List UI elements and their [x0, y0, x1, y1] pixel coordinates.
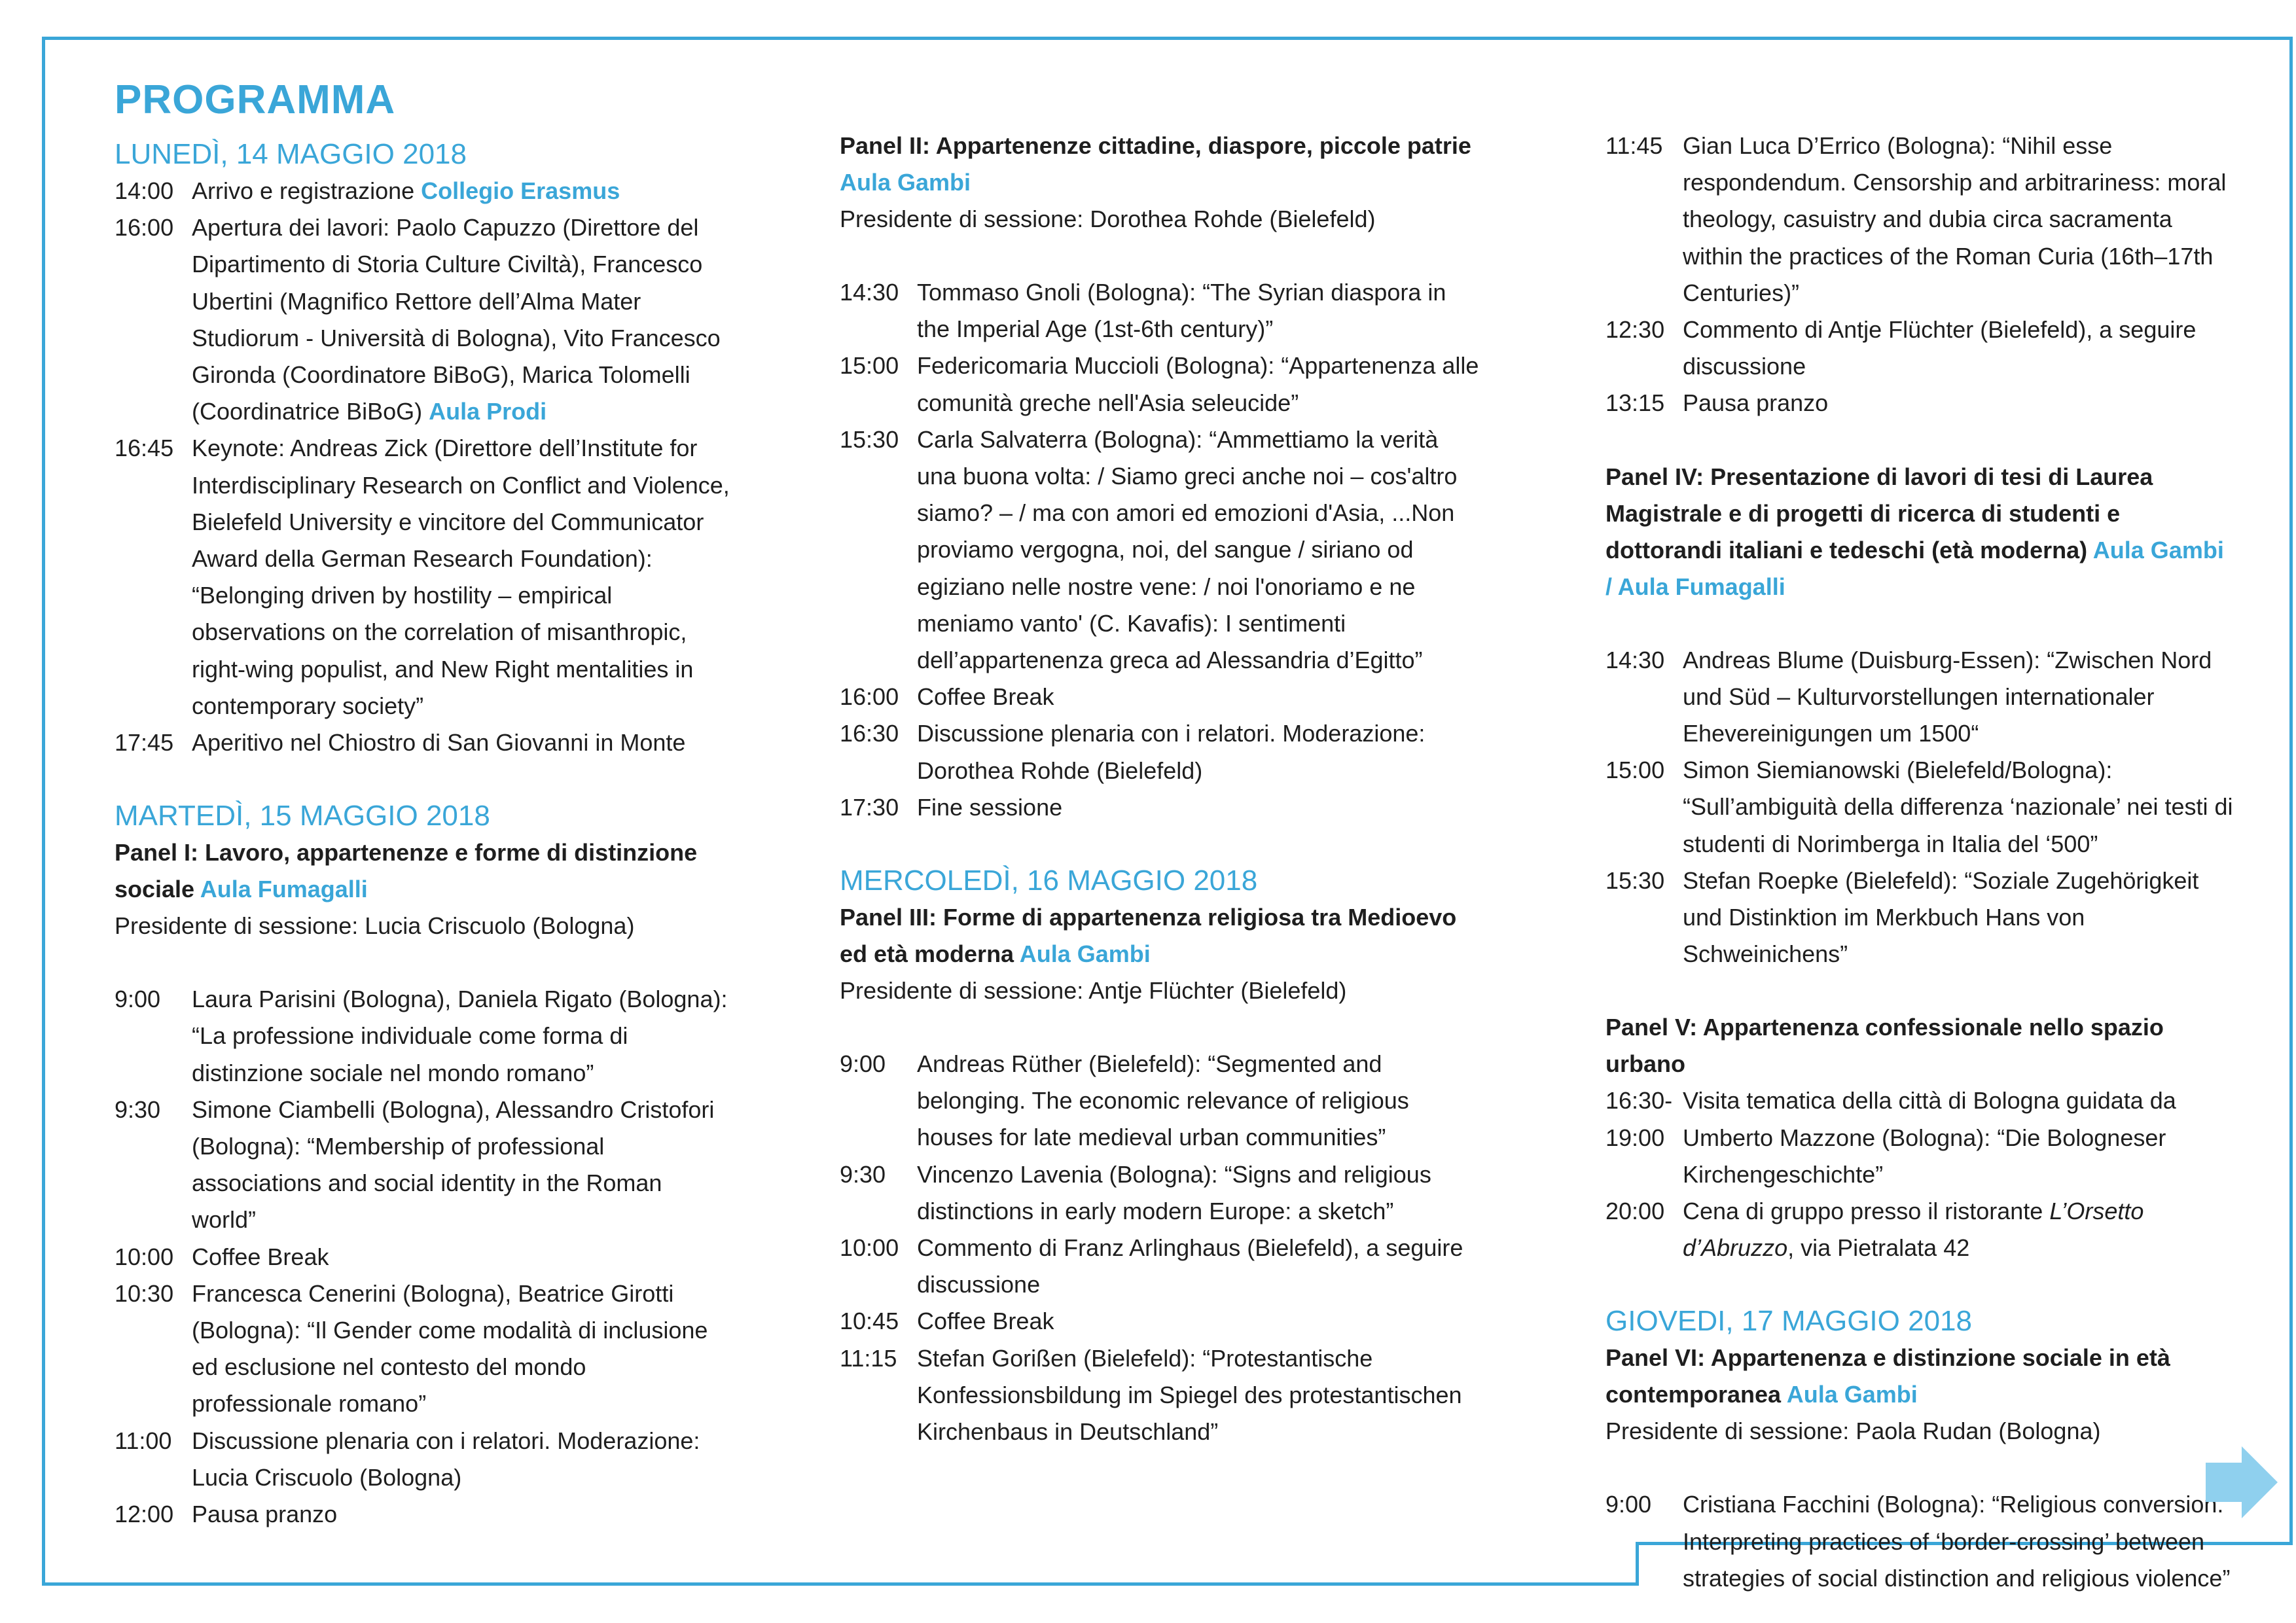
schedule-row: [1605, 1082, 2234, 1193]
time: 11:00: [115, 1427, 172, 1454]
day-heading-thursday: GIOVEDI, 17 MAGGIO 2018: [1605, 1305, 1972, 1338]
schedule-row: [115, 173, 730, 209]
panel-title: Panel V: Appartenenza confessionale nello spazio urbano: [1605, 1014, 2164, 1078]
day-heading-monday: LUNEDÌ, 14 MAGGIO 2018: [115, 138, 467, 170]
session-chair: Presidente di sessione: Lucia Criscuolo (Bologna): [115, 912, 635, 940]
description: Keynote: Andreas Zick (Direttore dell’Institute for Interdisciplinary Research on Conflict and Violence, Bielefeld University e vincitore del Communicator Award della German Research Foundation): “Belonging driven by hostility – empirical observations on the correlation of misanthropic, right-wing populist, and New Right mentalities in contemporary society”: [192, 435, 730, 719]
description: Fine sessione: [917, 793, 1063, 821]
time: 11:15: [840, 1344, 897, 1372]
time: 15:30: [1605, 866, 1665, 894]
schedule-row: [840, 715, 1481, 789]
description: Coffee Break: [917, 683, 1054, 711]
schedule-row: [115, 1423, 730, 1496]
frame-right-border: [2289, 37, 2293, 1542]
description: Francesca Cenerini (Bologna), Beatrice Girotti (Bologna): “Il Gender come modalità di inclusione ed esclusione nel contesto del mondo professionale romano”: [192, 1279, 708, 1418]
session-chair: Presidente di sessione: Paola Rudan (Bologna): [1605, 1418, 2101, 1445]
schedule-row: [115, 1275, 730, 1423]
description: Visita tematica della città di Bologna guidata da Umberto Mazzone (Bologna): “Die Bologneser Kirchengeschichte”: [1683, 1087, 2176, 1188]
description: Coffee Break: [917, 1308, 1054, 1335]
time: 16:00: [840, 683, 899, 711]
schedule-row: [840, 421, 1481, 679]
schedule-row: [115, 1496, 730, 1533]
time: 10:45: [840, 1308, 899, 1335]
time: 14:30: [840, 279, 899, 306]
time: 16:30: [840, 720, 899, 747]
session-chair: Presidente di sessione: Antje Flüchter (Bielefeld): [840, 977, 1347, 1005]
room-name: Aula Gambi: [1786, 1381, 1918, 1408]
schedule-row: [115, 1092, 730, 1239]
time: 15:00: [1605, 757, 1665, 784]
schedule-row: [840, 1156, 1481, 1230]
time: 9:30: [840, 1160, 886, 1188]
time: 10:00: [840, 1234, 899, 1262]
description: Simon Siemianowski (Bielefeld/Bologna): “Sull’ambiguità della differenza ‘nazionale’ nei testi di studenti di Norimberga in Italia del ‘500”: [1683, 757, 2233, 857]
panel-title: Panel I: Lavoro, appartenenze e forme di distinzione sociale Aula Fumagalli: [115, 839, 698, 903]
time: 14:30: [1605, 646, 1665, 673]
description: Cristiana Facchini (Bologna): “Religious conversion. Interpreting practices of ‘border-crossing’ between strategies of social distinction and religious violence”: [1683, 1491, 2231, 1592]
description: Simone Ciambelli (Bologna), Alessandro Cristofori (Bologna): “Membership of professional associations and social identity in the Roman world”: [192, 1096, 715, 1234]
description: Discussione plenaria con i relatori. Moderazione: Dorothea Rohde (Bielefeld): [917, 720, 1426, 784]
panel-title: Panel III: Forme di appartenenza religiosa tra Medioevo ed età moderna Aula Gambi: [840, 904, 1457, 968]
panel-title: Panel II: Appartenenze cittadine, diaspore, piccole patrie Aula Gambi: [840, 132, 1471, 196]
description: Laura Parisini (Bologna), Daniela Rigato (Bologna): “La professione individuale come forma di distinzione sociale nel mondo romano”: [192, 986, 728, 1086]
time: 9:00: [115, 986, 161, 1013]
schedule-row: [115, 1239, 730, 1275]
time: 10:00: [115, 1243, 174, 1270]
schedule-row: [1605, 1486, 2234, 1597]
description: Arrivo e registrazione Collegio Erasmus: [192, 177, 620, 204]
time: 16:00: [115, 214, 174, 241]
schedule-row: [1605, 642, 2234, 753]
day-heading-tuesday: MARTEDÌ, 15 MAGGIO 2018: [115, 800, 490, 832]
schedule-row: [1605, 128, 2234, 312]
description: Commento di Antje Flüchter (Bielefeld), a seguire discussione: [1683, 316, 2197, 380]
description: Vincenzo Lavenia (Bologna): “Signs and religious distinctions in early modern Europe: a sketch”: [917, 1160, 1431, 1224]
schedule-row: [115, 430, 730, 724]
page-title: PROGRAMMA: [115, 77, 396, 122]
schedule-row: [115, 981, 730, 1092]
description: Andreas Rüther (Bielefeld): “Segmented and belonging. The economic relevance of religious houses for late medieval urban communities”: [917, 1050, 1409, 1151]
session-chair: Presidente di sessione: Dorothea Rohde (Bielefeld): [840, 205, 1376, 232]
time: 15:00: [840, 352, 899, 380]
room-name: Aula Gambi: [1019, 940, 1151, 968]
description: Andreas Blume (Duisburg-Essen): “Zwischen Nord und Süd – Kulturvorstellungen internationaler Ehevereinigungen um 1500“: [1683, 646, 2212, 747]
room-name: Collegio Erasmus: [421, 177, 620, 204]
description: Stefan Gorißen (Bielefeld): “Protestantische Konfessionsbildung im Spiegel des protestantischen Kirchenbaus in Deutschland”: [917, 1344, 1462, 1446]
schedule-row: [840, 348, 1481, 421]
description: Stefan Roepke (Bielefeld): “Soziale Zugehörigkeit und Distinktion im Merkbuch Hans von Schweinichens”: [1683, 866, 2199, 968]
description: Gian Luca D’Errico (Bologna): “Nihil esse respondendum. Censorship and arbitrariness: moral theology, casuistry and dubia circa sacramenta within the practices of the Roman Curia (16th–17th Centuries)”: [1683, 132, 2227, 306]
description: Pausa pranzo: [1683, 389, 1829, 417]
schedule-row: [840, 789, 1481, 826]
schedule-row: [840, 1340, 1481, 1451]
room-name: Aula Prodi: [429, 398, 547, 425]
room-name: Aula Fumagalli: [200, 876, 368, 903]
schedule-row: [840, 1230, 1481, 1303]
time: 17:45: [115, 729, 174, 757]
description: Coffee Break: [192, 1243, 329, 1270]
time: 11:45: [1605, 132, 1663, 159]
frame-top-border: [42, 37, 2291, 40]
time: 15:30: [840, 425, 899, 453]
panel-title: Panel VI: Appartenenza e distinzione sociale in età contemporanea Aula Gambi: [1605, 1344, 2170, 1408]
time: 12:30: [1605, 316, 1665, 344]
frame-bottom-border: [42, 1582, 1639, 1586]
room-name: Aula Gambi: [840, 169, 971, 196]
time: 9:00: [840, 1050, 886, 1078]
description: Apertura dei lavori: Paolo Capuzzo (Direttore del Dipartimento di Storia Culture Civiltà), Francesco Ubertini (Magnifico Rettore dell’Alma Mater Studiorum - Università di Bologna), Vito Francesco Gironda (Coordinatore BiBoG), Marica Tolomelli (Coordinatrice BiBoG) Aula Prodi: [192, 214, 721, 425]
schedule-row: [840, 1303, 1481, 1340]
column-3: [1605, 128, 2234, 1597]
time: 12:00: [115, 1501, 174, 1528]
time: 14:00: [115, 177, 174, 204]
schedule-row: [840, 1046, 1481, 1156]
description: Federicomaria Muccioli (Bologna): “Appartenenza alle comunità greche nell'Asia seleucide”: [917, 352, 1479, 416]
time: 20:00: [1605, 1198, 1665, 1225]
time: 10:30: [115, 1279, 174, 1307]
description: Tommaso Gnoli (Bologna): “The Syrian diaspora in the Imperial Age (1st-6th century)”: [917, 279, 1446, 343]
time: 16:30- 19:00: [1605, 1087, 1673, 1151]
arrow-right-icon[interactable]: [2206, 1446, 2278, 1518]
schedule-row: [115, 724, 730, 761]
panel-title: Panel IV: Presentazione di lavori di tesi di Laurea Magistrale e di progetti di ricerca di studenti e dottorandi italiani e tedeschi (età moderna) Aula Gambi / Aula Fumagalli: [1605, 463, 2224, 600]
description: Aperitivo nel Chiostro di San Giovanni in Monte: [192, 729, 686, 757]
schedule-row: [115, 209, 730, 430]
frame-left-border: [42, 37, 45, 1586]
schedule-row: [1605, 385, 2234, 421]
schedule-row: [840, 679, 1481, 715]
description: Carla Salvaterra (Bologna): “Ammettiamo la verità una buona volta: / Siamo greci anche noi – cos'altro siamo? – / ma con amori ed emozioni d'Asia, ...Non proviamo vergogna, noi, del sangue / siriano od egiziano nelle nostre vene: / noi l'onoriamo e ne meniamo vanto' (C. Kavafis): I sentimenti dell’appartenenza greca ad Alessandria d’Egitto”: [917, 425, 1458, 674]
column-2: [840, 128, 1481, 1450]
description: Discussione plenaria con i relatori. Moderazione: Lucia Criscuolo (Bologna): [192, 1427, 700, 1491]
schedule-row: [1605, 1193, 2234, 1266]
schedule-row: [840, 274, 1481, 348]
time: 16:45: [115, 435, 174, 462]
schedule-row: [1605, 312, 2234, 385]
schedule-row: [1605, 752, 2234, 863]
time: 13:15: [1605, 389, 1665, 417]
description: Pausa pranzo: [192, 1501, 338, 1528]
time: 9:00: [1605, 1491, 1652, 1518]
description: Cena di gruppo presso il ristorante L’Orsetto d’Abruzzo, via Pietralata 42: [1683, 1198, 2144, 1262]
room-name: Aula Gambi / Aula Fumagalli: [1605, 536, 2224, 600]
day-heading-wednesday: MERCOLEDÌ, 16 MAGGIO 2018: [840, 865, 1258, 897]
time: 17:30: [840, 793, 899, 821]
column-1: [115, 65, 730, 1533]
schedule-row: [1605, 863, 2234, 973]
description: Commento di Franz Arlinghaus (Bielefeld), a seguire discussione: [917, 1234, 1463, 1298]
time: 9:30: [115, 1096, 161, 1123]
